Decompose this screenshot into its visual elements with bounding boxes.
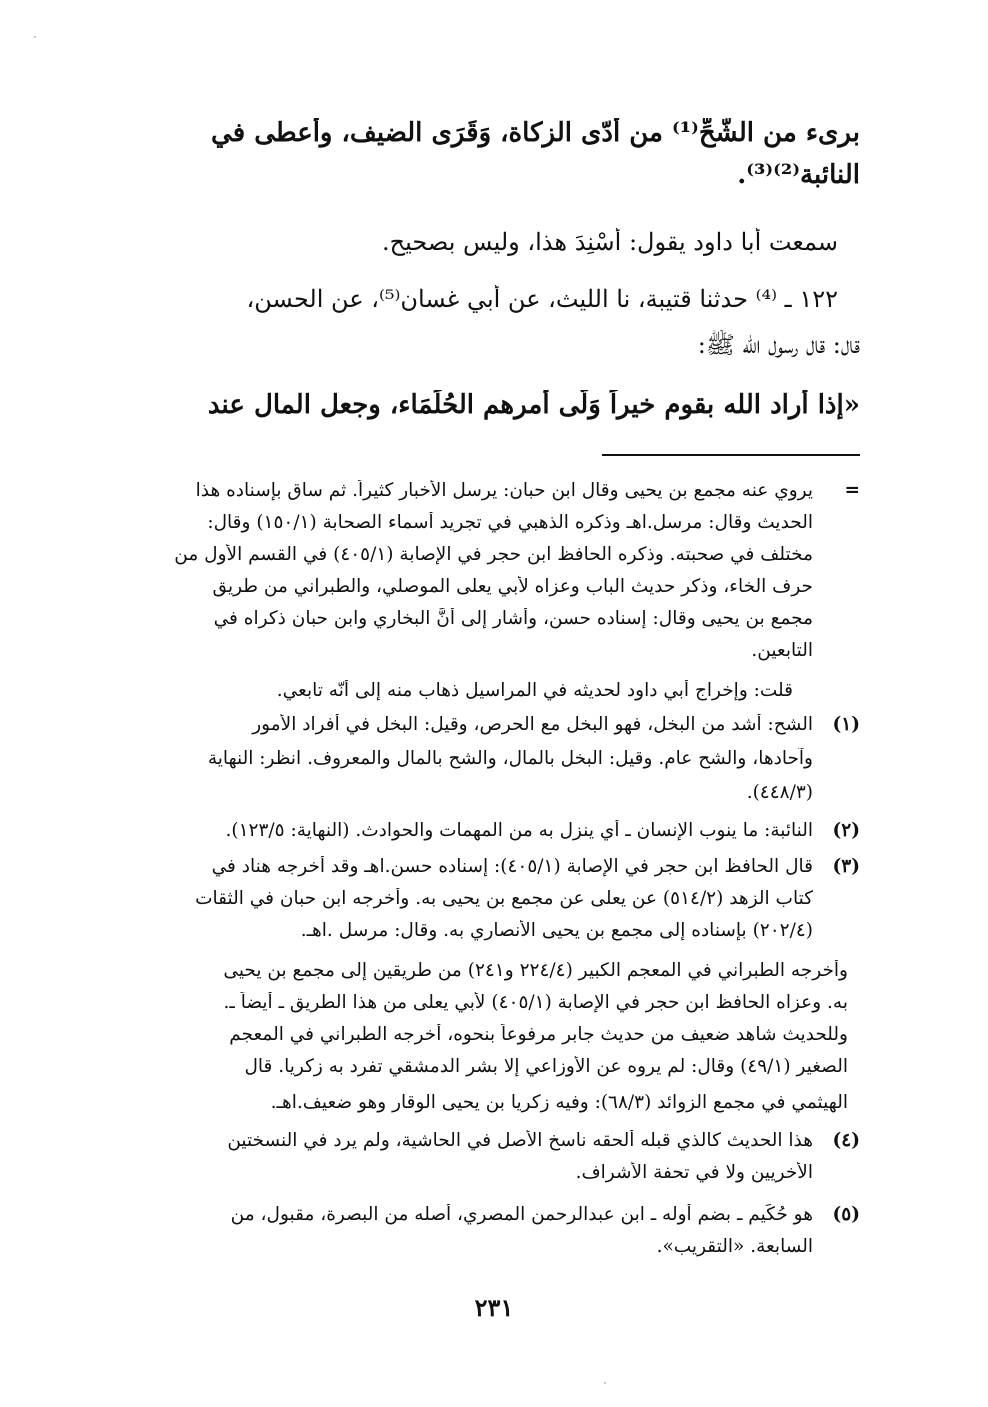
footnote-1-line: الشح: أشد من البخل، فهو البخل مع الحرص، وقيل: البخل في أفراد الأمور <box>252 714 813 735</box>
footnote-1-line: وآحادها، والشح عام. وقيل: البخل بالمال، والشح بالمال والمعروف. انظر: النهاية <box>207 748 813 769</box>
footnote-4-line: الأخريين ولا في تحفة الأشراف. <box>575 1162 813 1183</box>
main-line-6: «إذا أراد الله بقوم خيراً وَلّى أمرهم الحُلَمَاء، وجعل المال عند <box>207 390 860 420</box>
main-line-4: ١٢٢ ـ ⁽⁴⁾ حدثنا قتيبة، نا الليث، عن أبي غسان⁽⁵⁾، عن الحسن، <box>246 285 838 313</box>
footnote-2-line: النائبة: ما ينوب الإنسان ـ أي ينزل به من المهمات والحوادث. (النهاية: ١٢٣/٥). <box>225 820 813 841</box>
footnote-3-line: وأخرجه الطبراني في المعجم الكبير (٢٢٤/٤ و٢٤١) من طريقين إلى مجمع بن يحيى <box>223 960 848 981</box>
main-line-1: برىء من الشُّحِّ⁽¹⁾ من أدّى الزكاة، وَقَرَى الضيف، وأعطى في <box>211 118 860 148</box>
main-line-2: النائبة⁽²⁾⁽³⁾. <box>737 160 860 190</box>
footnote-4-line: هذا الحديث كالذي قبله ألحقه ناسخ الأصل في الحاشية، ولم يرد في النسختين <box>227 1130 813 1151</box>
main-line-5: قال: قال رسول الله ﷺ: <box>697 331 860 359</box>
footnote-number: (٣) <box>832 856 860 877</box>
footnote-number: (٢) <box>832 820 860 841</box>
footnote-3-line: قال الحافظ ابن حجر في الإصابة (٤٠٥/١): إسناده حسن.اهـ وقد أخرجه هناد في <box>211 856 813 877</box>
footnote-cont-line: الحديث وقال: مرسل.اهـ وذكره الذهبي في تجريد أسماء الصحابة (١٥٠/١) وقال: <box>207 512 813 533</box>
main-line-3: سمعت أبا داود يقول: أُسْنِدَ هذا، وليس بصحيح. <box>382 228 838 256</box>
footnote-5-line: هو حُكَيم ـ بضم أوله ـ ابن عبدالرحمن المصري، أصله من البصرة، مقبول، من <box>230 1204 813 1225</box>
footnote-5-line: السابعة. «التقريب». <box>656 1236 813 1257</box>
footnote-number: (٤) <box>832 1130 860 1151</box>
footnote-3-line: الهيثمي في مجمع الزوائد (٦٨/٣): وفيه زكريا بن يحيى الوقار وهو ضعيف.اهـ. <box>270 1092 848 1113</box>
scan-speck <box>34 36 36 38</box>
scan-speck <box>604 1382 606 1384</box>
footnote-3-line: كتاب الزهد (٥١٤/٢) عن يعلى عن مجمع بن يحيى به. وأخرجه ابن حبان في الثقات <box>195 888 813 909</box>
footnote-cont-line: حرف الخاء، وذكر حديث الباب وعزاه لأبي يعلى الموصلي، والطبراني من طريق <box>212 576 813 597</box>
footnote-separator <box>602 454 860 456</box>
footnote-cont-line: قلت: وإخراج أبي داود لحديثه في المراسيل ذهاب منه إلى أنّه تابعي. <box>276 680 793 701</box>
footnote-cont-line: التابعين. <box>751 640 813 661</box>
footnote-1-line: (٤٤٨/٣). <box>746 782 813 803</box>
footnote-3-line: وللحديث شاهد ضعيف من حديث جابر مرفوعاً بنحوه، أخرجه الطبراني في المعجم <box>229 1024 848 1045</box>
footnote-3-line: (٢٠٢/٤) بإسناده إلى مجمع بن يحيى الأنصاري به. وقال: مرسل .اهـ. <box>300 920 813 941</box>
footnote-3-line: الصغير (٤٩/١) وقال: لم يروه عن الأوزاعي إلا بشر الدمشقي تفرد به زكريا. قال <box>244 1056 848 1077</box>
footnote-3-line: به. وعزاه الحافظ ابن حجر في الإصابة (٤٠٥/١) لأبي يعلى من هذا الطريق ـ أيضاً ـ. <box>223 992 848 1013</box>
footnote-cont-line: مختلف في صحبته. وذكره الحافظ ابن حجر في الإصابة (٤٠٥/١) في القسم الأول من <box>174 544 813 565</box>
footnote-continuation-marker: = <box>844 480 860 501</box>
footnote-cont-line: يروي عنه مجمع بن يحيى وقال ابن حبان: يرسل الأخبار كثيراً. ثم ساق بإسناده هذا <box>195 480 813 501</box>
footnote-number: (١) <box>832 714 860 735</box>
footnote-number: (٥) <box>832 1204 860 1225</box>
page-number: ٢٣١ <box>474 1293 514 1322</box>
footnote-cont-line: مجمع بن يحيى وقال: إسناده حسن، وأشار إلى أنَّ البخاري وابن حبان ذكراه في <box>213 608 813 629</box>
